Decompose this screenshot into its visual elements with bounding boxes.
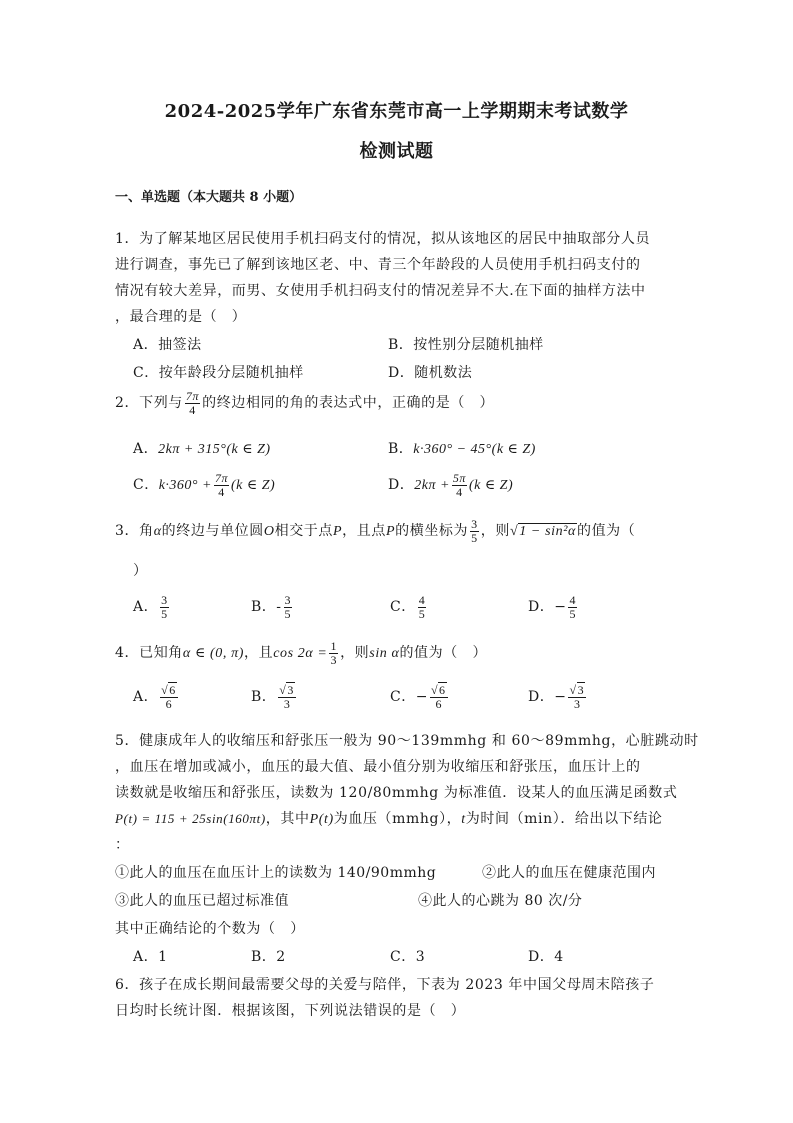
q3-frac-den: 5 <box>471 530 478 545</box>
q5-formula: P(t) = 115 + 25sin(160πt) <box>115 811 266 826</box>
q4-d-num: 3 <box>577 683 585 697</box>
q2-c-expr-pre: k·360° + <box>158 478 212 494</box>
q3-mid3: ，且点 <box>342 523 386 540</box>
q4-d-fraction: $\frac{√3}{3}$ <box>569 683 585 711</box>
q3-mid4: 的横坐标为 <box>395 523 469 540</box>
q5-line4-mid: ，其中 <box>265 811 310 827</box>
q4-post: 的值为（ ） <box>399 645 488 662</box>
q3-d-num: 4 <box>569 593 576 607</box>
q5-option-b: B．2 <box>251 949 286 965</box>
q3-d-label: D．− <box>528 599 567 616</box>
q2-c-fraction <box>214 472 229 498</box>
q2-d-den: 4 <box>456 484 463 499</box>
q3-mid2: 相交于点 <box>274 523 333 540</box>
q3-fraction <box>470 518 479 544</box>
q2-d-expr-pre: 2kπ + <box>414 478 450 494</box>
q5-option-d: D．4 <box>528 949 564 965</box>
q3-stem-line-2: ） <box>133 563 148 579</box>
q5-line-3: 读数就是收缩压和舒张压，读数为 120/80mmhg 为标准值．设某人的血压满足函数式 <box>115 785 678 801</box>
q2-b-expr: k·360° − 45°(k ∈ Z) <box>413 442 536 457</box>
q5-pt: P(t) <box>309 812 334 827</box>
q3-sqrt: √1 − sin²α <box>509 524 576 540</box>
q5-option-a: A．1 <box>133 949 168 965</box>
q2-option-a <box>133 438 271 458</box>
q3-stem <box>115 518 635 544</box>
q5-statement-2: ②此人的血压在健康范围内 <box>482 865 656 881</box>
q3-a-label: A． <box>133 599 159 616</box>
q4-c-den: 6 <box>435 696 442 711</box>
q2-c-expr-post: (k ∈ Z) <box>231 478 276 494</box>
q4-mid: ，且 <box>243 645 274 662</box>
q5-line-5: ： <box>115 837 130 853</box>
q2-a-label: A． <box>133 441 159 457</box>
section-heading: 一、单选题（本大题共 8 小题） <box>115 190 303 205</box>
q4-a-num: 6 <box>169 683 176 697</box>
q1-line-3: 情况有较大差异，而男、女使用手机扫码支付的情况差异不大.在下面的抽样方法中 <box>115 283 646 299</box>
q5-t: t <box>461 812 466 827</box>
q4-option-b <box>251 684 298 710</box>
q3-post: 的值为（ <box>576 523 636 540</box>
q3-p1: P <box>333 524 343 540</box>
q3-a-den: 5 <box>161 606 168 621</box>
q6-line-2: 日均时长统计图．根据该图，下列说法错误的是（ ） <box>115 1003 466 1019</box>
q2-a-expr: 2kπ + 315°(k ∈ Z) <box>158 442 271 457</box>
q4-option-a <box>133 684 180 710</box>
q4-d-den: 3 <box>574 696 581 711</box>
q3-frac-num: 3 <box>471 517 478 531</box>
q4-option-c <box>390 684 450 710</box>
q5-option-c: C．3 <box>390 949 426 965</box>
q1-option-d: D．随机数法 <box>388 365 473 381</box>
q4-c-num: 6 <box>439 683 446 697</box>
q2-frac-num: 7π <box>185 389 200 403</box>
q2-option-d <box>388 472 513 498</box>
q2-option-c <box>133 472 275 498</box>
q3-a-fraction <box>160 594 169 620</box>
q3-d-fraction <box>568 594 577 620</box>
q2-frac-den: 4 <box>189 402 196 417</box>
q4-b-label: B． <box>251 689 277 706</box>
q4-b-fraction: $\frac{√3}{3}$ <box>279 683 294 711</box>
q6-line-1: 6．孩子在成长期间最需要父母的关爱与陪伴，下表为 2023 年中国父母周末陪孩子 <box>115 977 655 993</box>
q2-b-label: B． <box>388 441 414 457</box>
q4-mid2: ，则 <box>340 645 370 662</box>
q4-d-label: D．− <box>528 689 567 706</box>
q1-line-2: 进行调查，事先已了解到该地区老、中、青三个年龄段的人员使用手机扫码支付的 <box>115 257 641 273</box>
q5-statement-1: ①此人的血压在血压计上的读数为 140/90mmhg <box>115 865 437 881</box>
q3-a-num: 3 <box>161 593 168 607</box>
q3-c-num: 4 <box>418 593 426 607</box>
q2-option-b <box>388 438 536 458</box>
q4-c-label: C．− <box>390 689 428 706</box>
q2-d-label: D． <box>388 477 415 494</box>
q3-alpha: α <box>153 524 162 540</box>
q1-line-1: 1．为了解某地区居民使用手机扫码支付的情况，拟从该地区的居民中抽取部分人员 <box>115 231 651 247</box>
q5-line-1: 5．健康成年人的收缩压和舒张压一般为 90～139mmhg 和 60～89mmhg，心脏跳动时 <box>115 733 699 749</box>
q4-c-fraction: $\frac{√6}{6}$ <box>430 683 446 711</box>
q3-b-fraction <box>284 594 293 620</box>
q2-stem <box>115 390 494 416</box>
q3-c-fraction <box>418 594 427 620</box>
q3-b-label: B．- <box>251 599 282 616</box>
q2-d-num: 5π <box>452 471 466 485</box>
q3-mid5: ，则 <box>480 523 510 540</box>
q1-option-a: A．抽签法 <box>133 337 202 353</box>
q3-p2: P <box>385 524 396 540</box>
q4-a-den: 6 <box>165 696 173 711</box>
q3-option-a <box>133 594 171 620</box>
q3-mid1: 的终边与单位圆 <box>161 523 264 540</box>
q4-a-fraction: $\frac{√6}{6}$ <box>161 683 176 711</box>
q4-fraction <box>329 640 338 666</box>
q3-b-num: 3 <box>284 593 292 607</box>
q3-option-c <box>390 594 428 620</box>
q4-cond1: α ∈ (0, π) <box>182 646 244 662</box>
q4-b-num: 3 <box>287 683 294 697</box>
title-line-2: 检测试题 <box>359 141 434 162</box>
q4-frac-den: 3 <box>330 652 338 667</box>
q3-sqrt-expr: 1 − sin²α <box>519 524 576 540</box>
q1-line-4: ，最合理的是（ ） <box>115 309 247 325</box>
q4-a-label: A． <box>133 689 159 706</box>
q2-stem-post: 的终边相同的角的表达式中，正确的是（ ） <box>202 395 495 412</box>
q1-option-c: C．按年龄段分层随机抽样 <box>133 365 304 381</box>
q3-option-d <box>528 594 579 620</box>
q2-d-fraction <box>452 472 467 498</box>
title-line-1: 2024-2025学年广东省东莞市高一上学期期末考试数学 <box>164 101 629 122</box>
q4-option-d <box>528 684 588 710</box>
q5-line-4 <box>115 808 663 828</box>
q5-line-2: ，血压在增加或减小，血压的最大值、最小值分别为收缩压和舒张压，血压计上的 <box>115 759 641 775</box>
q3-c-den: 5 <box>418 606 426 621</box>
q4-b-den: 3 <box>283 696 291 711</box>
q4-cond2: cos 2α = <box>273 646 328 662</box>
q2-stem-fraction <box>185 390 200 416</box>
q5-statement-4: ④此人的心跳为 80 次/分 <box>418 893 583 909</box>
q4-frac-num: 1 <box>330 639 338 653</box>
q2-c-label: C． <box>133 477 159 494</box>
q4-target: sin α <box>369 646 400 662</box>
q4-pre: 4．已知角 <box>115 645 183 662</box>
q2-c-den: 4 <box>218 484 225 499</box>
q2-d-expr-post: (k ∈ Z) <box>468 478 514 494</box>
q5-line4-post: 为时间（min）．给出以下结论 <box>465 811 663 827</box>
q3-c-label: C． <box>390 599 416 616</box>
q3-pre: 3．角 <box>115 523 154 540</box>
q2-stem-pre: 2．下列与 <box>115 395 183 412</box>
q5-line4-mid2: 为血压（mmhg）， <box>333 811 462 827</box>
q3-b-den: 5 <box>284 606 292 621</box>
q5-question: 其中正确结论的个数为（ ） <box>115 921 305 937</box>
q1-option-b: B．按性别分层随机抽样 <box>388 337 544 353</box>
q5-statement-3: ③此人的血压已超过标准值 <box>115 893 289 909</box>
q2-c-num: 7π <box>214 471 228 485</box>
q3-d-den: 5 <box>569 606 576 621</box>
q3-option-b <box>251 594 294 620</box>
q3-o: O <box>263 524 275 540</box>
q4-stem <box>115 640 487 666</box>
